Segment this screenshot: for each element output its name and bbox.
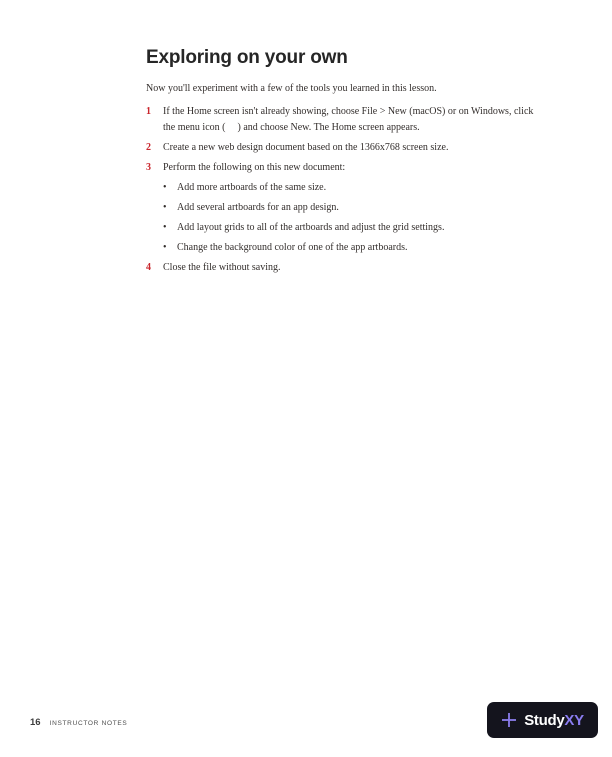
list-item [163, 220, 538, 236]
step-number: 1 [146, 106, 151, 117]
bullet-text: Add layout grids to all of the artboards and adjust the grid settings. [177, 222, 445, 233]
list-item [146, 260, 538, 276]
brand-wordmark [524, 712, 584, 729]
bullet-icon: • [163, 182, 167, 193]
step-text: Close the file without saving. [163, 262, 281, 273]
bullet-text: Add more artboards of the same size. [177, 182, 327, 193]
bullet-text: Change the background color of one of the app artboards. [177, 242, 408, 253]
brand-secondary: XY [564, 711, 584, 729]
step-number: 4 [146, 262, 151, 273]
brand-primary: Study [524, 711, 565, 729]
footer [30, 717, 127, 728]
intro-text: Now you'll experiment with a few of the tools you learned in this lesson. [146, 83, 437, 94]
step-text [163, 160, 538, 256]
list-item [163, 240, 538, 256]
menu-icon [225, 129, 237, 130]
step-text-lead: Perform the following on this new document: [163, 162, 346, 173]
section-label: INSTRUCTOR NOTES [49, 720, 128, 727]
step-number: 3 [146, 162, 151, 173]
brand-logo [487, 702, 598, 738]
step-text: Create a new web design document based on the 1366x768 screen size. [163, 142, 449, 153]
step-text-after-icon: ) and choose New. The Home screen appears. [237, 122, 420, 133]
step-number: 2 [146, 142, 151, 153]
bullet-icon: • [163, 222, 167, 233]
list-item [146, 140, 538, 156]
list-item [146, 160, 538, 256]
plus-icon [501, 712, 517, 728]
page-number: 16 [30, 717, 41, 728]
list-item [146, 104, 538, 136]
step-text-before-icon: If the Home screen isn't already showing, choose File > New (macOS) or on Windows, click the menu icon ( [163, 106, 534, 133]
list-item [163, 180, 538, 196]
bullet-icon: • [163, 202, 167, 213]
bullet-icon: • [163, 242, 167, 253]
step-text [163, 104, 538, 136]
page-title: Exploring on your own [146, 47, 348, 68]
numbered-steps-list [146, 104, 538, 276]
bullet-text: Add several artboards for an app design. [177, 202, 339, 213]
body-column [146, 81, 538, 280]
list-item [163, 200, 538, 216]
bullet-list [163, 180, 538, 256]
